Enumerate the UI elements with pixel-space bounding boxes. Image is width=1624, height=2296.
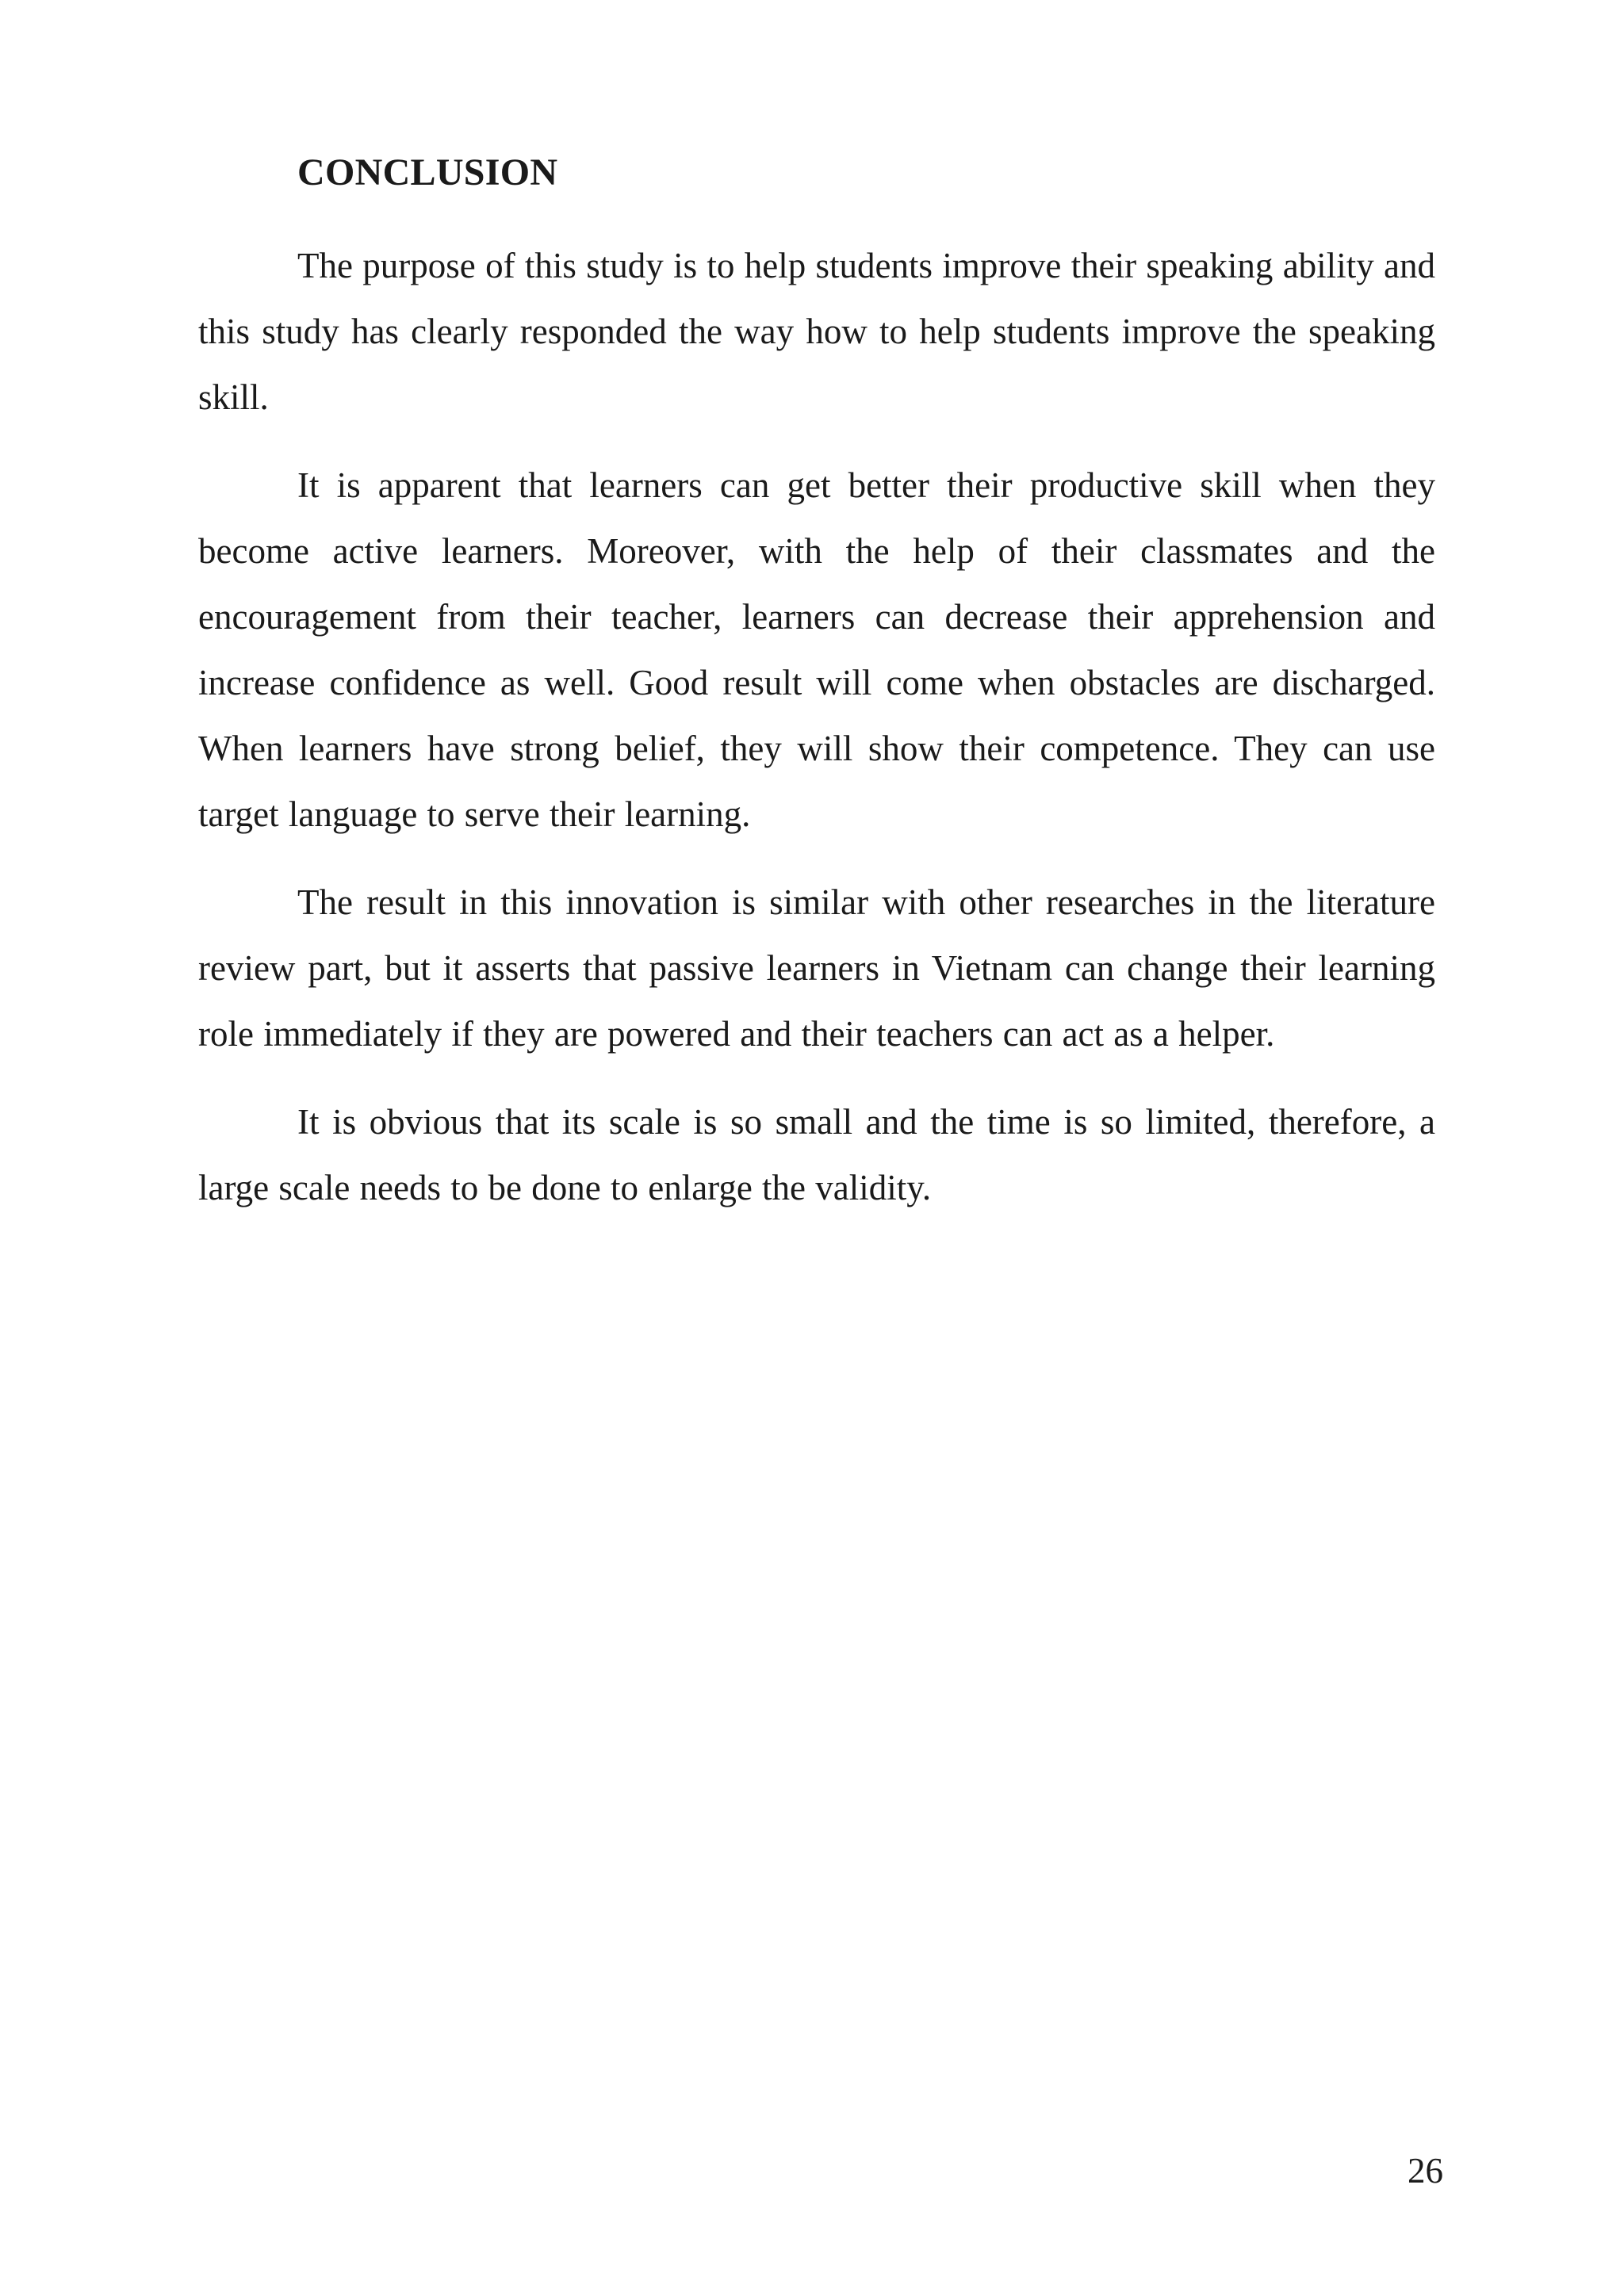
page-number: 26 [1408, 2151, 1443, 2191]
paragraph-active-learners: It is apparent that learners can get better their productive skill when they become active learners. Moreover, with the help of their classmates and the encouragement from their teacher, learners can decrease their apprehension and increase confidence as well. Good result will come when obstacles are discharged. When learners have strong belief, they will show their competence. They can use target language to serve their learning. [198, 465, 1435, 834]
paragraph-result: The result in this innovation is similar with other researches in the literature review part, but it asserts that passive learners in Vietnam can change their learning role immediately if they are powered and their teachers can act as a helper. [198, 882, 1435, 1054]
document-body [198, 147, 1435, 1243]
paragraph-purpose: The purpose of this study is to help students improve their speaking ability and this study has clearly responded the way how to help students improve the speaking skill. [198, 246, 1435, 417]
section-heading: CONCLUSION [297, 151, 558, 193]
paragraph-limitations: It is obvious that its scale is so small and the time is so limited, therefore, a large scale needs to be done to enlarge the validity. [198, 1102, 1435, 1207]
